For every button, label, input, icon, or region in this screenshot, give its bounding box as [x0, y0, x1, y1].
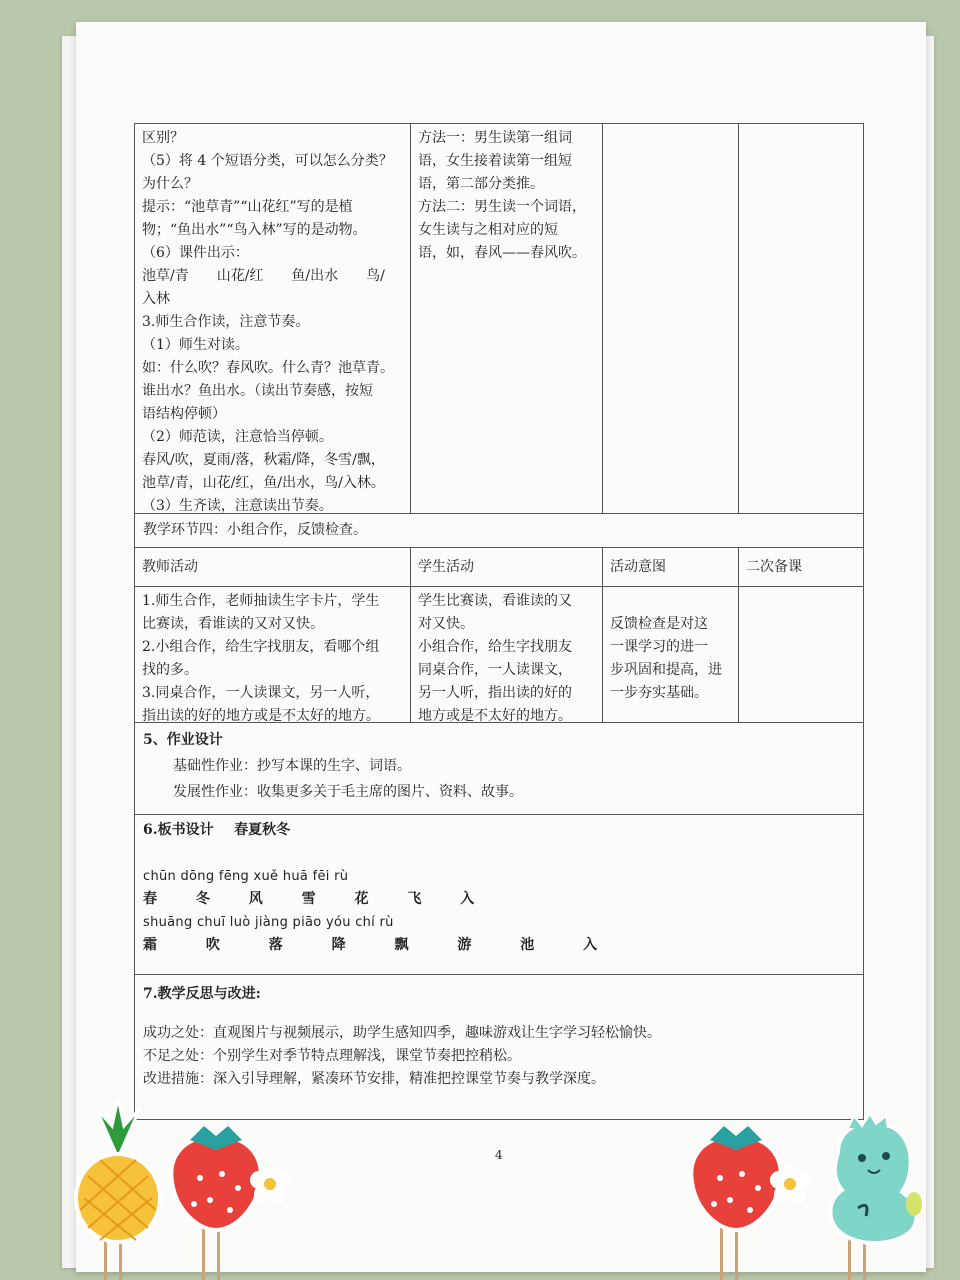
board-subtitle: 春夏秋冬 [234, 822, 291, 838]
text-line: 如：什么吹？春风吹。什么青？池草青。 [142, 360, 394, 376]
student-activity-cell [411, 587, 603, 722]
text-line: 语，女生接着读第一组短 [418, 153, 572, 169]
text-line: 反馈检查是对这 [610, 616, 708, 632]
text-line: （2）师范读，注意恰当停顿。 [142, 429, 333, 445]
text-line: 方法一：男生读第一组词 [418, 130, 572, 146]
text-line: 一步夯实基础。 [610, 685, 708, 701]
text-line: 语，第二部分类推。 [418, 176, 544, 192]
reflection-measures: 改进措施：深入引导理解，紧凑环节安排，精准把控课堂节奏与教学深度。 [143, 1071, 605, 1087]
board-hanzi-1: 春 冬 风 雪 花 飞 入 [143, 891, 492, 907]
section-row [135, 514, 863, 548]
text-line: 1.师生合作，老师抽读生字卡片，学生 [142, 593, 380, 609]
board-pinyin-2: shuāng chuī luò jiàng piāo yóu chí rù [143, 915, 394, 930]
text-line: 3.同桌合作，一人读课文，另一人听， [142, 685, 380, 701]
strawberry-clip-icon [680, 1118, 820, 1238]
text-line: 步巩固和提高，进 [610, 662, 722, 678]
homework-section [135, 723, 863, 815]
text-line: 提示：“池草青”“山花红”写的是植 [142, 199, 353, 215]
text-line: 一课学习的进一 [610, 639, 708, 655]
header-intent: 活动意图 [603, 548, 739, 586]
text-line: 入林 [142, 291, 170, 307]
text-line: 找的多。 [142, 662, 198, 678]
page-number: 4 [495, 1148, 503, 1162]
text-line: 同桌合作，一人读课文， [418, 662, 572, 678]
text-line: 池草/青 山花/红 鱼/出水 鸟/ [142, 268, 385, 284]
board-design-section [135, 815, 863, 975]
text-line: 为什么？ [142, 176, 198, 192]
header-second-prep: 二次备课 [746, 559, 802, 575]
text-line: 语结构停顿） [142, 406, 226, 422]
text-line: （1）师生对读。 [142, 337, 249, 353]
text-line: 方法二：男生读一个词语， [418, 199, 586, 215]
table-row [135, 124, 863, 514]
dinosaur-clip-icon [818, 1112, 928, 1252]
text-line: 谁出水？鱼出水。（读出节奏感，按短 [142, 383, 373, 399]
text-line: 语，如，春风——春风吹。 [418, 245, 586, 261]
homework-extended: 发展性作业：收集更多关于毛主席的图片、资料、故事。 [173, 784, 523, 800]
header-teacher: 教师活动 [135, 548, 411, 586]
activity-intent-cell [603, 124, 739, 513]
teacher-activity-cell [135, 124, 411, 513]
pineapple-clip-icon [66, 1098, 170, 1244]
text-line: 2.小组合作，给生字找朋友，看哪个组 [142, 639, 380, 655]
board-pinyin-1: chūn dōng fēng xuě huā fēi rù [143, 869, 349, 884]
text-line: 学生比赛读，看谁读的又 [418, 593, 572, 609]
lesson-plan-table [134, 123, 864, 1120]
text-line: 3.师生合作读，注意节奏。 [142, 314, 310, 330]
homework-basic: 基础性作业：抄写本课的生字、词语。 [173, 758, 411, 774]
strawberry-clip-icon [160, 1118, 300, 1238]
student-activity-cell [411, 124, 603, 513]
text-line: （3）生齐读，注意读出节奏。 [142, 498, 333, 513]
spacer [143, 842, 855, 865]
teacher-activity-cell [135, 587, 411, 722]
text-line: 物；“鱼出水”“鸟入林”写的是动物。 [142, 222, 367, 238]
section4-title: 教学环节四：小组合作，反馈检查。 [143, 522, 367, 538]
board-hanzi-2: 霜 吹 落 降 飘 游 池 入 [143, 937, 620, 953]
table-header-row [135, 548, 863, 587]
activity-intent-cell [603, 587, 739, 722]
text-line: 比赛读，看谁读的又对又快。 [142, 616, 324, 632]
board-title: 6.板书设计 [143, 822, 214, 838]
text-line: 指出读的好的地方或是不太好的地方。 [142, 708, 380, 722]
text-line: 地方或是不太好的地方。 [418, 708, 572, 722]
homework-title: 5、作业设计 [143, 732, 223, 748]
text-line: （5）将 4 个短语分类，可以怎么分类？ [142, 153, 393, 169]
text-line: 春风/吹，夏雨/落，秋霜/降，冬雪/飘， [142, 452, 385, 468]
text-line: 区别？ [142, 130, 184, 146]
second-prep-cell [739, 587, 863, 722]
text-line: 池草/青，山花/红，鱼/出水，鸟/入林。 [142, 475, 385, 491]
reflection-section [135, 975, 863, 1120]
table-row [135, 587, 863, 723]
text-line: （6）课件出示： [142, 245, 249, 261]
spacer [143, 1006, 855, 1022]
text-line: 对又快。 [418, 616, 474, 632]
text-line: 另一人听，指出读的好的 [418, 685, 572, 701]
text-line: 小组合作，给生字找朋友 [418, 639, 572, 655]
header-student: 学生活动 [411, 548, 603, 586]
reflection-success: 成功之处：直观图片与视频展示，助学生感知四季，趣味游戏让生字学习轻松愉快。 [143, 1025, 661, 1041]
second-prep-cell [739, 124, 863, 513]
reflection-title: 7.教学反思与改进: [143, 986, 261, 1002]
board-title-line [143, 819, 855, 842]
text-line: 女生读与之相对应的短 [418, 222, 558, 238]
reflection-shortfall: 不足之处：个别学生对季节特点理解浅，课堂节奏把控稍松。 [143, 1048, 521, 1064]
